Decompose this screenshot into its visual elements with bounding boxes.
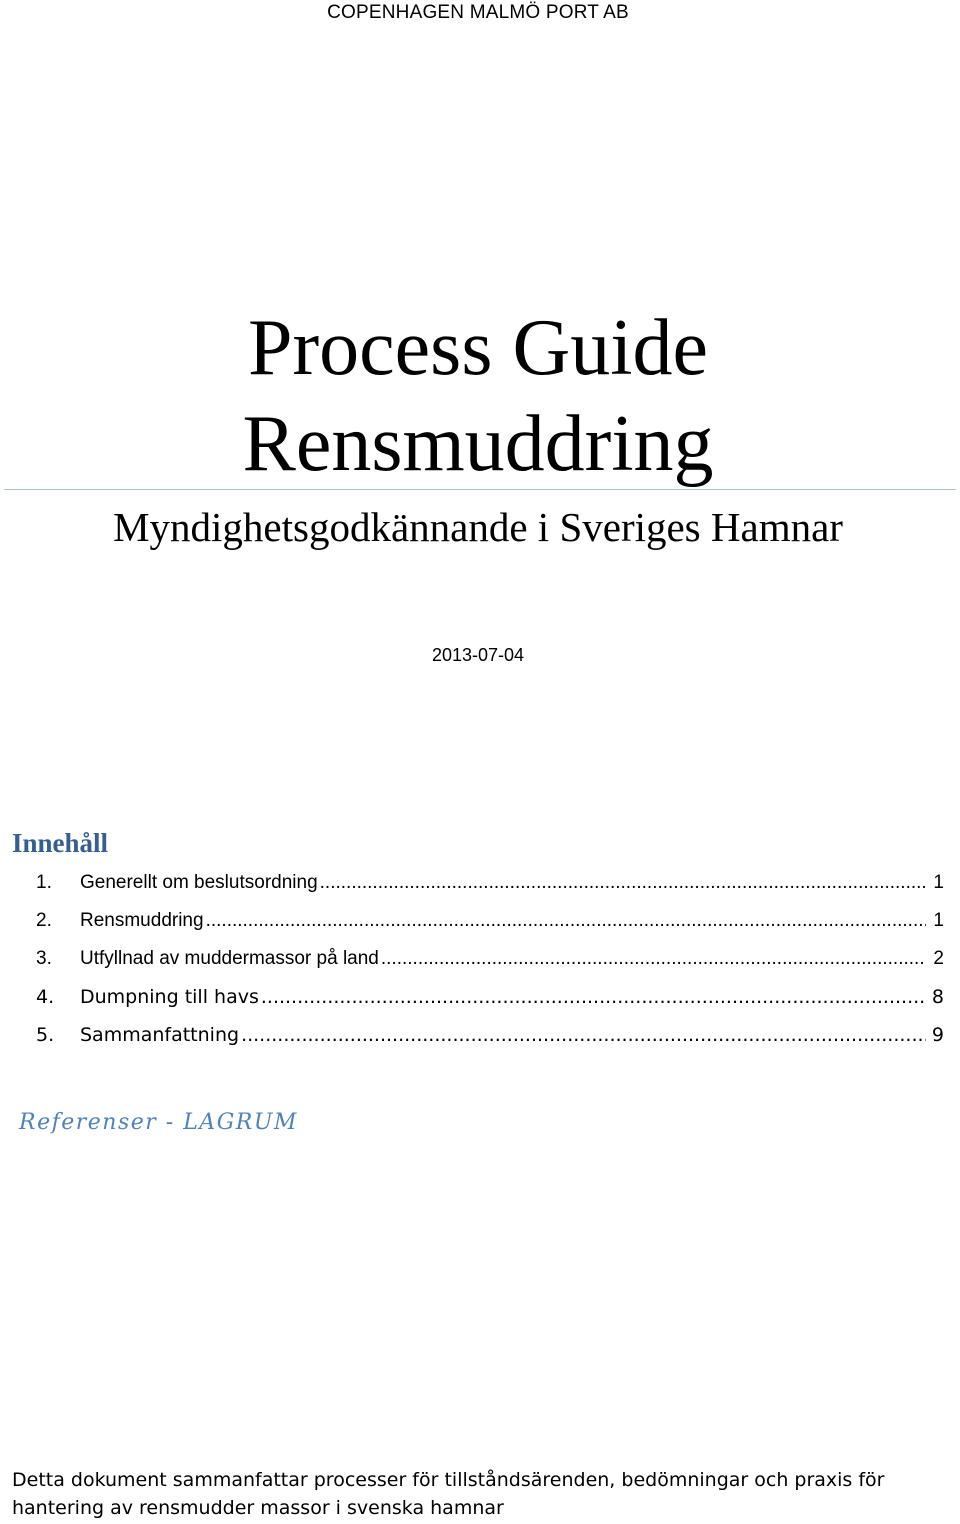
table-of-contents <box>36 868 944 1058</box>
toc-entry-page: 8 <box>931 986 944 1008</box>
summary-line-1: Detta dokument sammanfattar processer för tillståndsärenden, bedömningar och praxis för <box>12 1469 885 1491</box>
toc-entry-2[interactable] <box>36 906 944 944</box>
toc-entry-page: 2 <box>933 948 944 969</box>
document-date: 2013-07-04 <box>431 645 525 665</box>
page-header: COPENHAGEN MALMÖ PORT AB <box>327 2 629 23</box>
toc-dot-leader <box>241 1020 926 1050</box>
title-divider <box>4 489 956 490</box>
toc-entry-number: 4. <box>36 986 55 1008</box>
toc-entry-page: 9 <box>931 1024 944 1046</box>
toc-entry-label: Dumpning till havs <box>80 986 259 1008</box>
toc-entry-label: Rensmuddring <box>80 910 204 931</box>
toc-entry-number: 2. <box>36 910 52 931</box>
toc-dot-leader <box>320 868 926 898</box>
toc-dot-leader <box>381 944 926 974</box>
document-subtitle: Myndighetsgodkännande i Sveriges Hamnar <box>113 504 843 550</box>
toc-entry-page: 1 <box>933 910 944 931</box>
toc-dot-leader <box>206 906 926 936</box>
document-summary <box>12 1466 942 1522</box>
toc-entry-label: Sammanfattning <box>80 1024 240 1046</box>
toc-entry-number: 3. <box>36 948 52 969</box>
title-line-1: Process Guide <box>248 304 708 392</box>
document-title <box>0 300 956 492</box>
toc-entry-3[interactable] <box>36 944 944 982</box>
toc-heading: Innehåll <box>12 828 109 858</box>
references-heading: Referenser - LAGRUM <box>19 1110 298 1135</box>
toc-entry-label: Utfyllnad av muddermassor på land <box>80 948 379 969</box>
toc-entry-number: 1. <box>36 872 52 893</box>
toc-entry-label: Generellt om beslutsordning <box>80 872 318 893</box>
toc-dot-leader <box>261 982 926 1012</box>
toc-entry-number: 5. <box>36 1024 55 1046</box>
title-line-2: Rensmuddring <box>242 400 714 488</box>
toc-entry-page: 1 <box>933 872 944 893</box>
summary-line-2: hantering av rensmudder massor i svenska hamnar <box>12 1497 504 1519</box>
toc-entry-4[interactable] <box>36 982 944 1020</box>
toc-entry-5[interactable] <box>36 1020 944 1058</box>
toc-entry-1[interactable] <box>36 868 944 906</box>
